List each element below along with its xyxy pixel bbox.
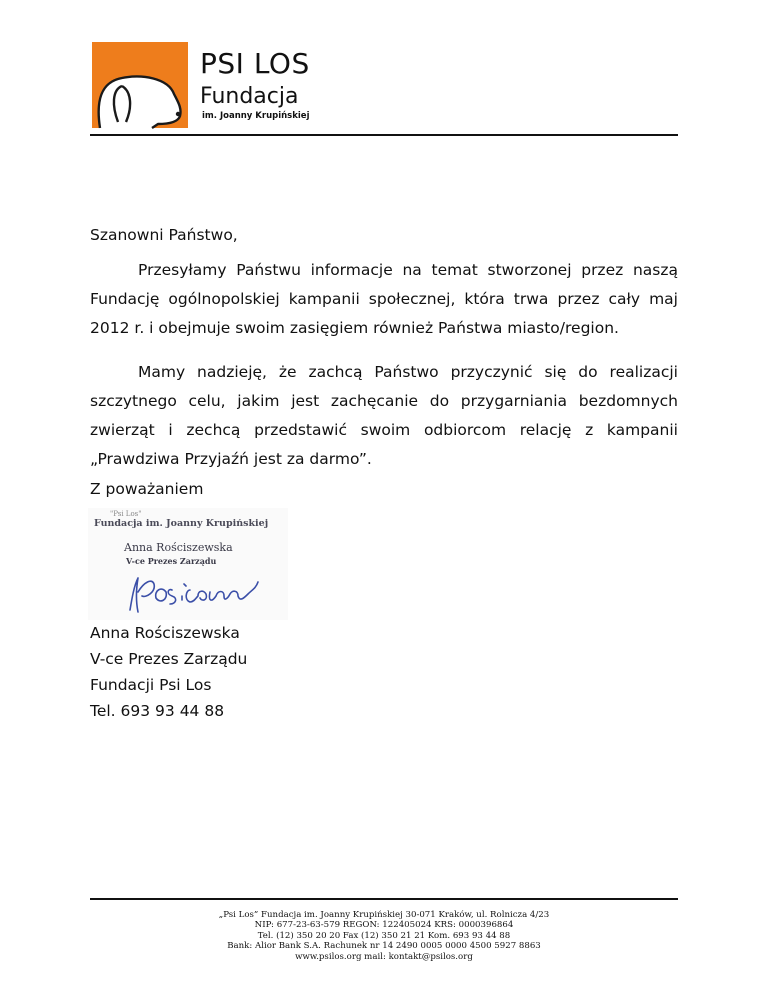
signatory-role: V-ce Prezes Zarządu bbox=[90, 650, 248, 668]
salutation: Szanowni Państwo, bbox=[90, 226, 238, 244]
footer-address: „Psi Los” Fundacja im. Joanny Krupińskiej 30-071 Kraków, ul. Rolnicza 4/23 bbox=[218, 910, 550, 920]
header-rule bbox=[90, 134, 678, 136]
dog-head-icon bbox=[92, 42, 192, 132]
letter-paragraph-1: Przesyłamy Państwu informacje na temat stworzonej przez naszą Fundację ogólnopolskiej kampanii społecznej, która trwa przez cały maj 2012 r. i obejmuje swoim zasięgiem również Państwa miasto/region. bbox=[90, 261, 678, 337]
footer-phones: Tel. (12) 350 20 20 Fax (12) 350 21 21 Kom. 693 93 44 88 bbox=[257, 930, 511, 941]
handwritten-signature bbox=[124, 568, 284, 618]
stamp-line-1: "Psi Los" bbox=[110, 510, 142, 518]
stamp-line-2: Fundacja im. Joanny Krupińskiej bbox=[94, 518, 269, 529]
footer-bank: Bank: Alior Bank S.A. Rachunek nr 14 2490 0005 0000 4500 5927 8863 bbox=[227, 941, 541, 952]
foundation-logo bbox=[92, 42, 322, 132]
footer-rule bbox=[90, 898, 678, 900]
signatory-organization: Fundacji Psi Los bbox=[90, 676, 212, 694]
footer bbox=[90, 910, 678, 962]
letter-paragraph-2: Mamy nadzieję, że zachcą Państwo przyczynić się do realizacji szczytnego celu, jakim jest zachęcanie do przygarniania bezdomnych zwierząt i zechcą przedstawić swoim odbiorcom relację z kampanii „Prawdziwa Przyjaźń jest za darmo”. bbox=[90, 363, 678, 468]
stamp-line-3: Anna Rościszewska bbox=[124, 541, 233, 554]
closing: Z poważaniem bbox=[90, 480, 204, 498]
signatory-name: Anna Rościszewska bbox=[90, 624, 240, 642]
signature-stamp bbox=[88, 508, 288, 620]
logo-patron: im. Joanny Krupińskiej bbox=[202, 111, 310, 121]
footer-registry: NIP: 677-23-63-579 REGON: 122405024 KRS: 0000396864 bbox=[254, 920, 514, 931]
signatory-phone: Tel. 693 93 44 88 bbox=[90, 702, 225, 720]
footer-web: www.psilos.org mail: kontakt@psilos.org bbox=[295, 951, 473, 962]
logo-name: PSI LOS bbox=[200, 47, 310, 80]
logo-subtitle: Fundacja bbox=[200, 84, 299, 109]
stamp-line-4: V-ce Prezes Zarządu bbox=[126, 556, 217, 566]
